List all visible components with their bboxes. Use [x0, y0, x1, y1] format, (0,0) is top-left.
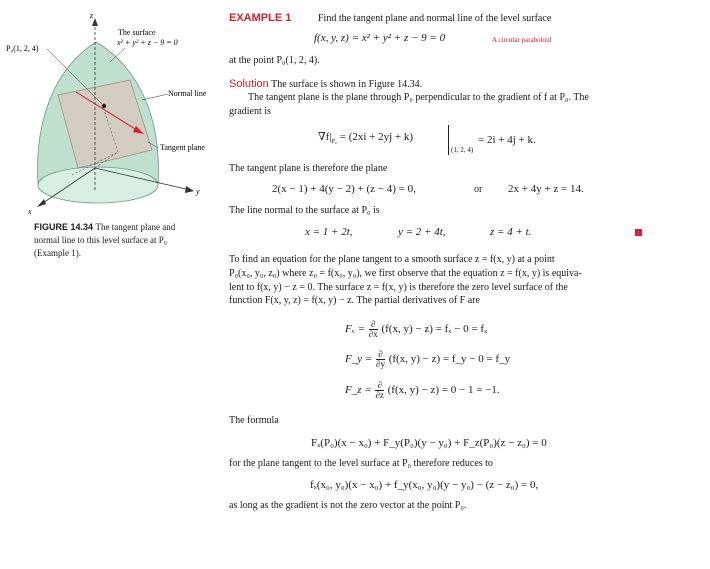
normal-z-eq: z = 4 + t.: [490, 226, 532, 238]
y-axis-label: y: [196, 187, 200, 196]
body-line4: function F(x, y, z) = f(x, y) − z. The partial derivatives of F are: [229, 295, 480, 306]
reduced-equation: fₓ(x₀, y₀)(x − x₀) + f_y(x₀, y₀)(y − y₀) − (z − z₀) = 0,: [310, 479, 539, 491]
fy-right: (f(x, y) − z) = f_y − 0 = f_y: [388, 353, 511, 366]
solution-line: [229, 78, 422, 90]
fy-d-den: ∂y: [376, 359, 385, 369]
surface-label: The surface: [118, 28, 156, 37]
fz-left: F_z =: [345, 384, 372, 397]
para1-line2: gradient is: [229, 106, 271, 117]
figure-caption-number: FIGURE 14.34: [34, 222, 94, 232]
y-axis-arrow: [185, 186, 194, 193]
para1-line1: The tangent plane is the plane through P₀ perpendicular to the gradient of f at P₀. The: [248, 92, 589, 103]
fx-d-den: ∂x: [368, 329, 378, 339]
paraboloid-figure: [0, 0, 220, 215]
fz-right: (f(x, y) − z) = 0 − 1 = −1.: [387, 384, 500, 397]
side-note: A circular paraboloid: [492, 36, 552, 44]
point-p0: [102, 104, 106, 108]
fz-d-den: ∂z: [375, 390, 384, 400]
normal-x-eq: x = 1 + 2t,: [305, 226, 353, 238]
plane-intro: The tangent plane is therefore the plane: [229, 163, 388, 174]
figure-caption-line1: [34, 222, 175, 232]
figure-caption-text1: The tangent plane and: [95, 222, 176, 232]
normal-y-eq: y = 2 + 4t,: [398, 226, 446, 238]
fx-left: Fₓ =: [345, 323, 366, 336]
body-line3: lent to f(x, y) − z = 0. The surface z = f(x, y) is therefore the zero level surface of the: [229, 282, 568, 293]
plane-equation-2: 2x + 4y + z = 14.: [508, 183, 584, 195]
fy-derivative: [376, 350, 385, 369]
grad-result: = 2i + 4j + k.: [478, 134, 536, 146]
grad-eval-point: (1, 2, 4): [451, 146, 474, 154]
fy-left: F_y =: [345, 353, 373, 366]
end-of-example-marker: [635, 229, 642, 236]
formula-label: The formula: [229, 415, 279, 426]
fx-equation: [345, 320, 487, 339]
grad-sub: P₀: [331, 139, 337, 146]
grad-mid: = (2xi + 2yj + k): [336, 131, 414, 143]
normal-leader: [142, 94, 168, 100]
tangent-plane-label: Tangent plane: [160, 143, 205, 152]
or-word: or: [474, 184, 483, 195]
fz-d-num: ∂: [377, 380, 382, 390]
formula-equation: Fₓ(P₀)(x − x₀) + F_y(P₀)(y − y₀) + F_z(P₀)(z − z₀) = 0: [311, 437, 547, 449]
plane-equation-1: 2(x − 1) + 4(y − 2) + (z − 4) = 0,: [272, 183, 416, 195]
surface-eq-label: x² + y² + z − 9 = 0: [117, 38, 178, 47]
figure-caption-line3: (Example 1).: [34, 248, 81, 258]
at-point-text: at the point P₀(1, 2, 4).: [229, 55, 320, 66]
closing-text: as long as the gradient is not the zero vector at the point P₀.: [229, 500, 467, 511]
solution-label: Solution: [229, 78, 269, 90]
solution-text: The surface is shown in Figure 14.34.: [271, 79, 423, 90]
normal-line-label: Normal line: [168, 89, 207, 98]
body-line1: To find an equation for the plane tangent to a smooth surface z = f(x, y) at a point: [229, 254, 555, 265]
fz-equation: [345, 381, 500, 400]
fx-right: (f(x, y) − z) = fₓ − 0 = fₓ: [381, 323, 488, 336]
figure-caption-line2: normal line to this level surface at P₀: [34, 235, 167, 245]
example-heading: EXAMPLE 1: [229, 12, 292, 24]
reduces-text: for the plane tangent to the level surface at P₀ therefore reduces to: [229, 458, 493, 469]
x-axis-label: x: [28, 207, 32, 215]
p0-label: P₀(1, 2, 4): [6, 44, 39, 53]
fx-derivative: [369, 320, 378, 339]
paraboloid-base: [38, 167, 158, 203]
body-line2: P₀(x₀, y₀, z₀) where z₀ = f(x₀, y₀), we first observe that the equation z = f(x, y) is equiva-: [229, 268, 582, 279]
fy-d-num: ∂: [376, 350, 385, 360]
gradient-equation: [318, 130, 413, 145]
grad-left: ∇f|: [318, 131, 332, 143]
x-axis-arrow: [37, 199, 46, 207]
surface-equation: f(x, y, z) = x² + y² + z − 9 = 0: [314, 32, 446, 44]
fy-equation: [345, 350, 510, 369]
normal-intro: The line normal to the surface at P₀ is: [229, 205, 380, 216]
example-prompt: Find the tangent plane and normal line of the level surface: [318, 13, 552, 24]
fz-derivative: [375, 381, 383, 400]
fx-d-num: ∂: [369, 320, 378, 330]
z-axis-label: z: [90, 11, 94, 20]
evaluation-bar: [448, 125, 449, 155]
